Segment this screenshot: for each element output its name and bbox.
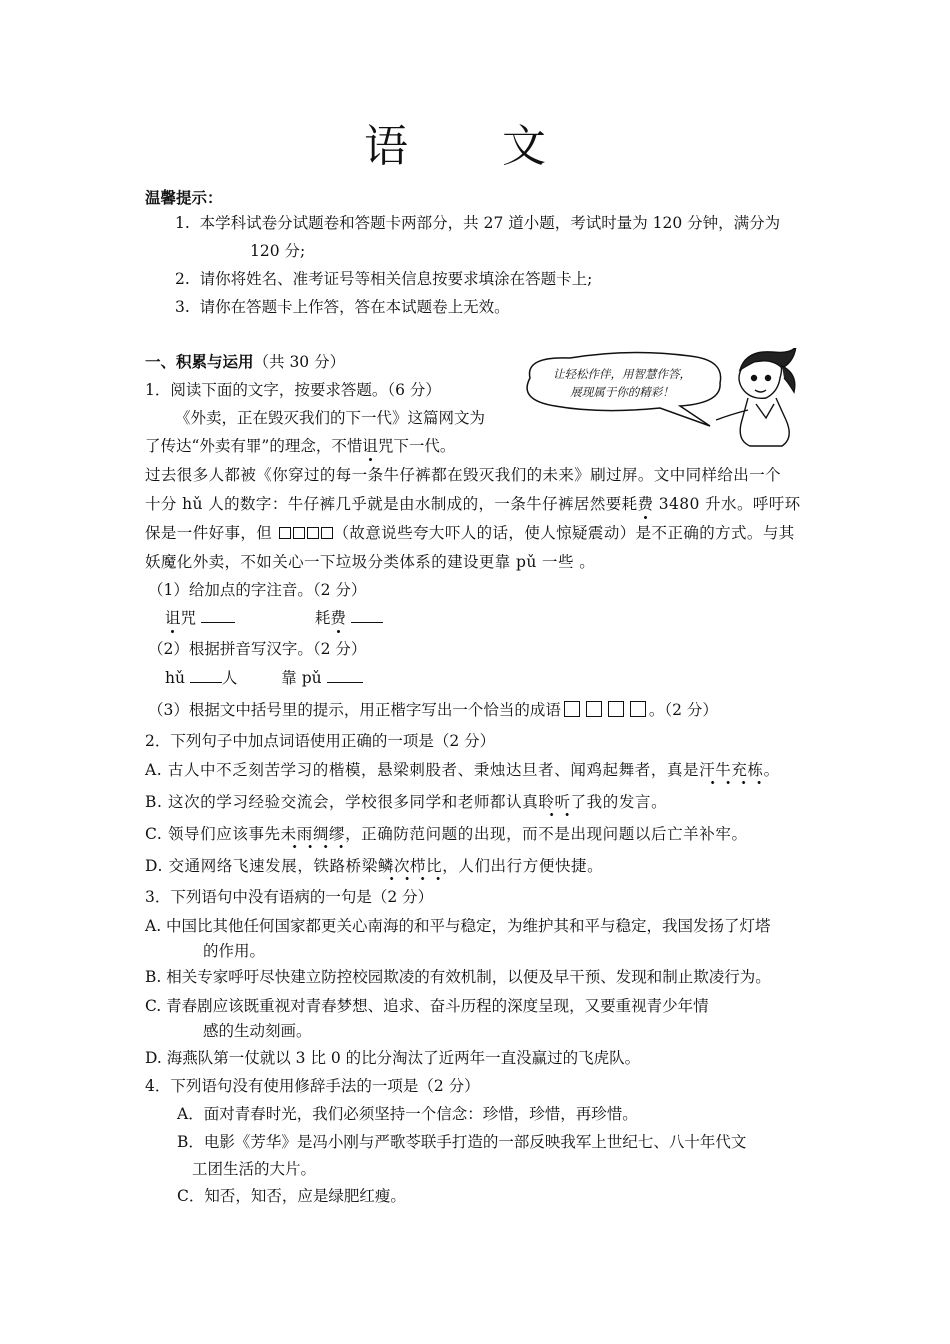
text: 靠 pǔ: [281, 669, 322, 687]
bubble-text-1: 让轻松作伴，用智慧作答，: [553, 367, 691, 381]
text: hǔ: [165, 669, 185, 687]
text: 3480 升水。呼吁环: [653, 495, 801, 513]
dotted-phrase: 汗牛充栋: [699, 761, 763, 785]
text: （3）根据文中括号里的提示，用正楷字写出一个恰当的成语: [148, 701, 561, 719]
tip-text: 请你在答题卡上作答，答在本试题卷上无效。: [199, 298, 510, 316]
tip-item-1: [175, 213, 780, 233]
section-title: 一、积累与运用: [145, 353, 254, 371]
text: 了我的发言。: [570, 793, 668, 811]
q4-option-b: B．电影《芳华》是冯小刚与严歌苓联手打造的一部反映我军上世纪七、八十年代文: [177, 1133, 747, 1151]
section-heading: [145, 352, 345, 372]
idiom-answer-box[interactable]: [630, 701, 646, 717]
q3-option-a-cont: 的作用。: [203, 942, 266, 960]
girl-figure: [716, 348, 796, 446]
section-score: （共 30 分）: [253, 353, 346, 371]
dotted-phrase: 聆听: [538, 793, 570, 817]
bubble-text-2: 展现属于你的精彩！: [570, 385, 674, 399]
tip-item-2: [175, 269, 592, 289]
answer-blank[interactable]: [190, 668, 222, 683]
q4-option-a: A．面对青春时光，我们必须坚持一个信念：珍惜，珍惜，再珍惜。: [177, 1105, 638, 1123]
q1-passage-line2: [145, 436, 455, 456]
q3-option-c: C. 青春剧应该既重视对青春梦想、追求、奋斗历程的深度呈现，又要重视青少年情: [145, 997, 709, 1015]
idiom-box: [279, 527, 291, 539]
text: 了传达“外卖有罪”的理念，不惜: [145, 437, 363, 455]
tip-text: 请你将姓名、准考证号等相关信息按要求填涂在答题卡上;: [199, 270, 593, 288]
text: ，人们出行方便快捷。: [442, 857, 604, 875]
tip-text: 本学科试卷分试题卷和答题卡两部分，共 27 道小题，考试时量为 120 分钟，满分为: [199, 214, 781, 232]
q1-sub3: [148, 700, 718, 720]
text: 咒: [180, 609, 197, 627]
text: （故意说些夸大吓人的话，使人惊疑震动）是不正确的方式。与其: [333, 524, 795, 542]
q2-option-d: [145, 856, 603, 876]
q2-option-b: [145, 792, 667, 812]
text: 十分 hǔ 人的数字：牛仔裤几乎就是由水制成的，一条牛仔裤居然要耗: [145, 495, 638, 513]
answer-blank[interactable]: [201, 608, 235, 623]
idiom-answer-box[interactable]: [608, 701, 624, 717]
q3-option-b: B. 相关专家呼吁尽快建立防控校园欺凌的有效机制，以便及早干预、发现和制止欺凌行为。: [145, 968, 771, 986]
tips-heading: 温馨提示：: [145, 189, 223, 207]
text: 人: [221, 669, 238, 687]
q4-stem: 4．下列语句没有使用修辞手法的一项是（2 分）: [145, 1077, 480, 1095]
q4-option-c: C．知否，知否，应是绿肥红瘦。: [177, 1187, 406, 1205]
tip-number: 3.: [175, 298, 190, 316]
tip-item-1-cont: 120 分;: [250, 242, 306, 260]
q3-option-d: D. 海燕队第一仗就以 3 比 0 的比分淘汰了近两年一直没赢过的飞虎队。: [145, 1049, 641, 1067]
q1-sub2-answers: [165, 668, 363, 688]
q1-sub1: （1）给加点的字注音。（2 分）: [148, 581, 367, 599]
q3-stem: 3．下列语句中没有语病的一句是（2 分）: [145, 888, 434, 906]
text: 。（2 分）: [648, 701, 718, 719]
text: B. 这次的学习经验交流会，学校很多同学和老师都认真: [145, 793, 539, 811]
dotted-char: 诅: [165, 609, 181, 627]
answer-blank[interactable]: [351, 608, 383, 623]
q1-passage-line3: 过去很多人都被《你穿过的每一条牛仔裤都在毁灭我们的未来》刷过屏。文中同样给出一个: [145, 466, 782, 484]
answer-blank[interactable]: [327, 668, 363, 683]
idiom-answer-box[interactable]: [586, 701, 602, 717]
text: ，正确防范问题的出现，而不是出现问题以后亡羊补牢。: [345, 825, 748, 843]
q1-passage-line1: 《外卖，正在毁灭我们的下一代》这篇网文为: [175, 409, 486, 427]
text: 。: [763, 761, 780, 779]
text: D. 交通网络飞速发展，铁路桥梁: [145, 857, 378, 875]
q1-passage-line6: 妖魔化外卖，不如关心一下垃圾分类体系的建设更靠 pǔ 一些 。: [145, 553, 596, 571]
q1-passage-line5: [145, 523, 795, 543]
q4-option-b-cont: 工团生活的大片。: [192, 1160, 317, 1178]
dotted-phrase: 未雨绸缪: [281, 825, 345, 849]
dotted-char: 费: [330, 609, 346, 627]
idiom-box: [307, 527, 319, 539]
dotted-phrase: 鳞次栉比: [378, 857, 442, 881]
q1-passage-line4: [145, 494, 801, 514]
q2-option-a: [145, 760, 780, 780]
q1-sub2: （2）根据拼音写汉字。（2 分）: [148, 640, 367, 658]
dotted-char: 诅: [362, 437, 378, 455]
page-title: 语 文: [364, 121, 586, 172]
text: A. 古人中不乏刻苦学习的楷模，悬梁刺股者、秉烛达旦者、闻鸡起舞者，真是: [145, 761, 700, 779]
text: 耗: [314, 609, 331, 627]
q2-stem: 2．下列句子中加点词语使用正确的一项是（2 分）: [145, 732, 496, 750]
q1-stem: 1．阅读下面的文字，按要求答题。（6 分）: [145, 381, 441, 399]
tip-number: 2.: [175, 270, 190, 288]
q3-option-a: A. 中国比其他任何国家都更关心南海的和平与稳定，为维护其和平与稳定，我国发扬了灯塔: [145, 917, 771, 935]
tip-number: 1.: [175, 214, 190, 232]
dotted-char: 费: [637, 495, 654, 513]
idiom-answer-box[interactable]: [564, 701, 580, 717]
text: 保是一件好事，但: [145, 524, 278, 542]
text: 咒下一代。: [377, 437, 456, 455]
cartoon-girl-illustration: [510, 348, 800, 448]
tip-item-3: [175, 297, 510, 317]
text: C. 领导们应该事先: [145, 825, 281, 843]
q1-sub1-answers: [165, 608, 383, 628]
idiom-box: [293, 527, 305, 539]
idiom-box: [321, 527, 333, 539]
q2-option-c: [145, 824, 748, 844]
q3-option-c-cont: 感的生动刻画。: [203, 1022, 312, 1040]
